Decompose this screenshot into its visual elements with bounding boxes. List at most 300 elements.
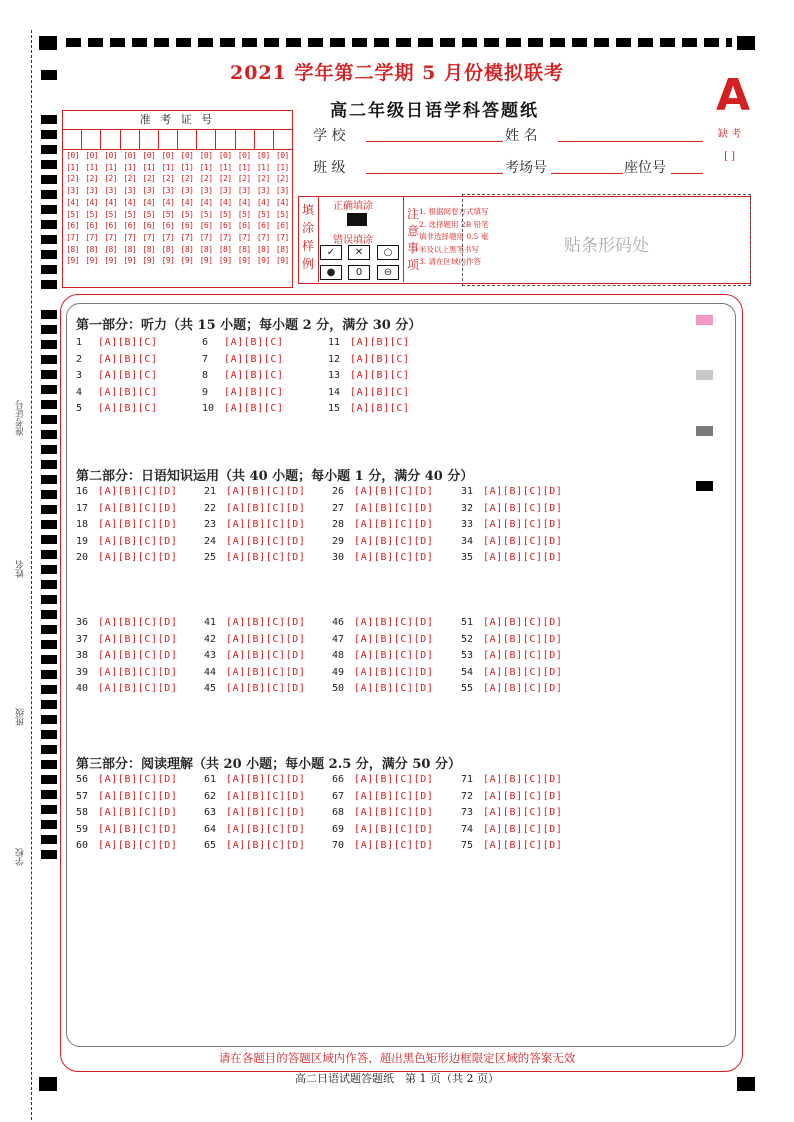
- note-item: 3. 请在区域内作答: [419, 257, 482, 266]
- answer-options[interactable]: [A][B][C][D]: [226, 774, 306, 785]
- id-digit-bubble[interactable]: [0]: [142, 151, 156, 160]
- answer-options[interactable]: [A][B][C][D]: [483, 633, 563, 645]
- id-digit-bubble[interactable]: [5]: [161, 209, 175, 219]
- barcode-text: 贴条形码处: [564, 236, 649, 256]
- id-write-box[interactable]: [101, 130, 120, 149]
- id-digit-bubble[interactable]: [9]: [85, 256, 99, 266]
- question-44: [204, 667, 305, 678]
- answer-options[interactable]: [A][B][C]: [350, 386, 410, 398]
- id-digit-bubble[interactable]: [6]: [256, 221, 270, 231]
- id-digit-bubble[interactable]: [7]: [161, 232, 175, 242]
- question-37: [76, 634, 177, 645]
- answer-options[interactable]: [A][B][C][D]: [98, 790, 178, 802]
- timing-mark: [41, 805, 57, 814]
- answer-options[interactable]: [A][B][C]: [350, 337, 410, 348]
- answer-options[interactable]: [A][B][C][D]: [483, 486, 563, 497]
- answer-options[interactable]: [A][B][C][D]: [226, 807, 306, 818]
- answer-options[interactable]: [A][B][C][D]: [98, 807, 178, 818]
- id-digit-bubble[interactable]: [2]: [104, 174, 118, 184]
- answer-options[interactable]: [A][B][C][D]: [226, 535, 306, 547]
- id-digit-bubble[interactable]: [0]: [199, 151, 213, 160]
- id-digit-bubble[interactable]: [8]: [237, 244, 251, 254]
- id-digit-bubble[interactable]: [7]: [199, 232, 213, 242]
- answer-options[interactable]: [A][B][C][D]: [98, 486, 178, 497]
- id-write-box[interactable]: [121, 130, 140, 149]
- id-write-box[interactable]: [197, 130, 216, 149]
- id-digit-bubble[interactable]: [5]: [123, 209, 137, 219]
- id-digit-bubble[interactable]: [6]: [199, 221, 213, 231]
- id-digit-bubble[interactable]: [7]: [142, 232, 156, 242]
- id-digit-bubble[interactable]: [0]: [66, 151, 80, 160]
- id-digit-bubble[interactable]: [4]: [161, 197, 175, 207]
- timing-mark: [41, 610, 57, 619]
- question-number: 75: [461, 840, 474, 851]
- id-digit-bubble[interactable]: [3]: [104, 186, 118, 196]
- id-digit-bubble[interactable]: [0]: [85, 151, 99, 160]
- id-write-box[interactable]: [216, 130, 235, 149]
- school-field[interactable]: [366, 141, 503, 142]
- id-digit-bubble[interactable]: [2]: [66, 174, 80, 184]
- id-digit-bubble[interactable]: [2]: [161, 174, 175, 184]
- answer-options[interactable]: [A][B][C]: [224, 370, 284, 381]
- timing-mark: [41, 700, 57, 709]
- answer-options[interactable]: [A][B][C][D]: [483, 683, 563, 694]
- answer-options[interactable]: [A][B][C][D]: [98, 683, 178, 694]
- correct-fill-mark: [347, 213, 367, 226]
- seat-label: 座位号: [624, 160, 666, 176]
- answer-options[interactable]: [A][B][C][D]: [354, 840, 434, 851]
- id-digit-bubble[interactable]: [5]: [66, 209, 80, 219]
- question-number: 28: [332, 519, 345, 530]
- answer-options[interactable]: [A][B][C][D]: [483, 535, 563, 547]
- id-digit-bubble[interactable]: [4]: [256, 197, 270, 207]
- id-write-box[interactable]: [63, 130, 82, 149]
- class-field[interactable]: [366, 173, 503, 174]
- timing-mark: [41, 715, 57, 724]
- id-digit-bubble[interactable]: [1]: [199, 162, 213, 172]
- question-35: [461, 552, 562, 563]
- id-digit-bubble[interactable]: [9]: [256, 256, 270, 266]
- id-digit-bubble[interactable]: [1]: [180, 162, 194, 172]
- id-digit-bubble[interactable]: [2]: [199, 174, 213, 184]
- name-field[interactable]: [558, 141, 703, 142]
- timing-mark: [41, 160, 57, 169]
- id-digit-bubble[interactable]: [1]: [123, 162, 137, 172]
- answer-options[interactable]: [A][B][C]: [224, 386, 284, 398]
- answer-options[interactable]: [A][B][C][D]: [483, 807, 563, 818]
- id-digit-bubble[interactable]: [8]: [199, 244, 213, 254]
- question-11: [328, 337, 410, 348]
- id-digit-bubble[interactable]: [9]: [199, 256, 213, 266]
- answer-options[interactable]: [A][B][C][D]: [483, 617, 563, 628]
- answer-options[interactable]: [A][B][C][D]: [354, 823, 434, 835]
- id-digit-bubble[interactable]: [0]: [161, 151, 175, 160]
- answer-options[interactable]: [A][B][C][D]: [98, 535, 178, 547]
- id-digit-bubble[interactable]: [5]: [104, 209, 118, 219]
- answer-options[interactable]: [A][B][C][D]: [226, 650, 306, 661]
- id-digit-column: [158, 150, 177, 267]
- id-digit-bubble[interactable]: [8]: [161, 244, 175, 254]
- id-digit-bubble[interactable]: [7]: [104, 232, 118, 242]
- timing-mark: [41, 385, 57, 394]
- question-number: 49: [332, 666, 345, 678]
- question-29: [332, 536, 433, 547]
- id-digit-bubble[interactable]: [9]: [237, 256, 251, 266]
- answer-options[interactable]: [A][B][C][D]: [98, 774, 178, 785]
- id-digit-bubble[interactable]: [7]: [180, 232, 194, 242]
- id-digit-bubble[interactable]: [3]: [199, 186, 213, 196]
- id-digit-bubble[interactable]: [5]: [142, 209, 156, 219]
- answer-options[interactable]: [A][B][C][D]: [354, 617, 434, 628]
- id-digit-column: [254, 150, 273, 267]
- id-digit-bubble[interactable]: [4]: [218, 197, 232, 207]
- id-digit-bubble[interactable]: [6]: [123, 221, 137, 231]
- timing-mark: [41, 580, 57, 589]
- answer-options[interactable]: [A][B][C][D]: [354, 790, 434, 802]
- id-digit-bubble[interactable]: [0]: [123, 151, 137, 160]
- id-digit-bubble[interactable]: [5]: [180, 209, 194, 219]
- question-number: 73: [461, 807, 474, 818]
- id-digit-bubble[interactable]: [4]: [66, 197, 80, 207]
- id-digit-bubble[interactable]: [7]: [85, 232, 99, 242]
- id-write-box[interactable]: [159, 130, 178, 149]
- question-9: [202, 387, 284, 398]
- id-digit-column: [235, 150, 254, 267]
- question-number: 45: [204, 683, 217, 694]
- section-3-title: 第三部分：阅读理解（共 20 小题；每小题 2.5 分，满分 50 分）: [76, 757, 461, 772]
- id-digit-bubble[interactable]: [8]: [275, 244, 289, 254]
- id-digit-bubble[interactable]: [5]: [199, 209, 213, 219]
- id-digit-bubble[interactable]: [7]: [66, 232, 80, 242]
- id-digit-bubble[interactable]: [4]: [199, 197, 213, 207]
- answer-options[interactable]: [A][B][C][D]: [226, 683, 306, 694]
- question-73: [461, 807, 562, 818]
- id-digit-bubble[interactable]: [1]: [237, 162, 251, 172]
- question-49: [332, 667, 433, 678]
- id-digit-bubble[interactable]: [3]: [142, 186, 156, 196]
- side-label-school: 学校: [16, 848, 26, 866]
- answer-options[interactable]: [A][B][C][D]: [98, 823, 178, 835]
- timing-mark: [41, 130, 57, 139]
- question-43: [204, 650, 305, 661]
- question-number: 44: [204, 666, 217, 678]
- answer-options[interactable]: [A][B][C][D]: [98, 666, 178, 678]
- answer-options[interactable]: [A][B][C][D]: [354, 535, 434, 547]
- answer-options[interactable]: [A][B][C][D]: [354, 519, 434, 530]
- id-digit-bubble[interactable]: [6]: [85, 221, 99, 231]
- id-digit-bubble[interactable]: [5]: [275, 209, 289, 219]
- id-digit-bubble[interactable]: [5]: [237, 209, 251, 219]
- question-72: [461, 791, 562, 802]
- id-write-box[interactable]: [236, 130, 255, 149]
- id-digit-bubble[interactable]: [0]: [275, 151, 289, 160]
- id-digit-bubble[interactable]: [8]: [123, 244, 137, 254]
- absent-checkbox[interactable]: [ ]: [724, 151, 736, 162]
- id-digit-bubble[interactable]: [1]: [85, 162, 99, 172]
- timing-mark: [41, 565, 57, 574]
- answer-options[interactable]: [A][B][C][D]: [226, 823, 306, 835]
- answer-options[interactable]: [A][B][C][D]: [226, 840, 306, 851]
- id-digit-bubble[interactable]: [7]: [237, 232, 251, 242]
- timing-mark: [41, 595, 57, 604]
- id-digit-bubble[interactable]: [6]: [275, 221, 289, 231]
- answer-options[interactable]: [A][B][C][D]: [483, 666, 563, 678]
- id-digit-bubble[interactable]: [4]: [123, 197, 137, 207]
- question-number: 13: [328, 370, 341, 381]
- candidate-id-write-boxes[interactable]: [63, 130, 292, 150]
- id-digit-bubble[interactable]: [9]: [123, 256, 137, 266]
- answer-options[interactable]: [A][B][C]: [224, 353, 284, 365]
- answer-options[interactable]: [A][B][C]: [98, 386, 158, 398]
- wrong-fill-mark: ✕: [348, 245, 370, 260]
- question-69: [332, 824, 433, 835]
- id-digit-bubble[interactable]: [7]: [218, 232, 232, 242]
- id-digit-bubble[interactable]: [6]: [104, 221, 118, 231]
- answer-options[interactable]: [A][B][C][D]: [98, 617, 178, 628]
- answer-options[interactable]: [A][B][C][D]: [483, 774, 563, 785]
- answer-options[interactable]: [A][B][C][D]: [483, 502, 563, 514]
- answer-options[interactable]: [A][B][C][D]: [354, 666, 434, 678]
- id-digit-bubble[interactable]: [4]: [180, 197, 194, 207]
- question-4: [76, 387, 158, 398]
- id-digit-bubble[interactable]: [6]: [218, 221, 232, 231]
- id-digit-bubble[interactable]: [0]: [256, 151, 270, 160]
- question-number: 3: [76, 370, 83, 381]
- id-digit-bubble[interactable]: [3]: [123, 186, 137, 196]
- question-number: 54: [461, 666, 474, 678]
- question-7: [202, 354, 284, 365]
- id-digit-bubble[interactable]: [6]: [161, 221, 175, 231]
- answer-options[interactable]: [A][B][C][D]: [483, 519, 563, 530]
- question-number: 41: [204, 617, 217, 628]
- id-digit-bubble[interactable]: [1]: [275, 162, 289, 172]
- answer-options[interactable]: [A][B][C][D]: [98, 650, 178, 661]
- question-59: [76, 824, 177, 835]
- answer-options[interactable]: [A][B][C]: [350, 370, 410, 381]
- id-digit-bubble[interactable]: [4]: [142, 197, 156, 207]
- answer-options[interactable]: [A][B][C][D]: [354, 774, 434, 785]
- question-19: [76, 536, 177, 547]
- answer-options[interactable]: [A][B][C][D]: [483, 650, 563, 661]
- id-digit-bubble[interactable]: [3]: [275, 186, 289, 196]
- id-digit-bubble[interactable]: [0]: [104, 151, 118, 160]
- wrong-fill-mark: ⊖: [377, 265, 399, 280]
- candidate-id-grid: [62, 110, 293, 288]
- id-digit-column: [63, 150, 82, 267]
- id-digit-bubble[interactable]: [9]: [142, 256, 156, 266]
- id-digit-bubble[interactable]: [2]: [142, 174, 156, 184]
- exam-room-field[interactable]: [551, 173, 623, 174]
- section-2-title: 第二部分：日语知识运用（共 40 小题；每小题 1 分，满分 40 分）: [76, 469, 474, 484]
- answer-options[interactable]: [A][B][C][D]: [226, 552, 306, 563]
- id-digit-bubble[interactable]: [2]: [275, 174, 289, 184]
- answer-options[interactable]: [A][B][C][D]: [226, 519, 306, 530]
- question-50: [332, 683, 433, 694]
- answer-options[interactable]: [A][B][C][D]: [226, 617, 306, 628]
- id-digit-bubble[interactable]: [6]: [180, 221, 194, 231]
- id-digit-bubble[interactable]: [1]: [104, 162, 118, 172]
- answer-options[interactable]: [A][B][C][D]: [483, 552, 563, 563]
- answer-options[interactable]: [A][B][C][D]: [98, 502, 178, 514]
- id-digit-bubble[interactable]: [9]: [66, 256, 80, 266]
- id-digit-bubble[interactable]: [9]: [275, 256, 289, 266]
- answer-options[interactable]: [A][B][C][D]: [98, 840, 178, 851]
- answer-options[interactable]: [A][B][C]: [350, 353, 410, 365]
- id-digit-bubble[interactable]: [8]: [142, 244, 156, 254]
- answer-options[interactable]: [A][B][C][D]: [226, 790, 306, 802]
- id-digit-bubble[interactable]: [7]: [123, 232, 137, 242]
- id-digit-bubble[interactable]: [1]: [66, 162, 80, 172]
- question-2: [76, 354, 158, 365]
- id-digit-bubble[interactable]: [6]: [237, 221, 251, 231]
- answer-options[interactable]: [A][B][C][D]: [483, 790, 563, 802]
- question-number: 66: [332, 774, 345, 785]
- answer-options[interactable]: [A][B][C][D]: [98, 519, 178, 530]
- answer-options[interactable]: [A][B][C]: [224, 337, 284, 348]
- id-digit-bubble[interactable]: [6]: [142, 221, 156, 231]
- id-digit-bubble[interactable]: [0]: [237, 151, 251, 160]
- question-number: 22: [204, 502, 217, 514]
- id-digit-bubble[interactable]: [2]: [256, 174, 270, 184]
- question-48: [332, 650, 433, 661]
- id-digit-bubble[interactable]: [9]: [161, 256, 175, 266]
- answer-options[interactable]: [A][B][C][D]: [226, 633, 306, 645]
- id-digit-bubble[interactable]: [3]: [66, 186, 80, 196]
- id-digit-bubble[interactable]: [9]: [180, 256, 194, 266]
- answer-options[interactable]: [A][B][C][D]: [354, 552, 434, 563]
- seat-field[interactable]: [671, 173, 703, 174]
- answer-options[interactable]: [A][B][C][D]: [226, 486, 306, 497]
- id-digit-bubble[interactable]: [0]: [180, 151, 194, 160]
- side-label-name: 姓名: [16, 560, 26, 578]
- top-timing-track: [66, 38, 732, 47]
- id-digit-bubble[interactable]: [8]: [66, 244, 80, 254]
- id-digit-bubble[interactable]: [3]: [161, 186, 175, 196]
- timing-mark: [41, 265, 57, 274]
- correct-fill-label: 正确填涂: [333, 201, 373, 212]
- id-digit-bubble[interactable]: [5]: [85, 209, 99, 219]
- answer-options[interactable]: [A][B][C][D]: [483, 840, 563, 851]
- answer-options[interactable]: [A][B][C][D]: [98, 552, 178, 563]
- corner-mark-tr: [737, 36, 755, 50]
- question-number: 72: [461, 790, 474, 802]
- wrong-fill-mark: ✓: [320, 245, 342, 260]
- question-28: [332, 519, 433, 530]
- id-write-box[interactable]: [140, 130, 159, 149]
- id-digit-bubble[interactable]: [6]: [66, 221, 80, 231]
- answer-options[interactable]: [A][B][C][D]: [354, 633, 434, 645]
- answer-options[interactable]: [A][B][C]: [98, 337, 158, 348]
- answer-options[interactable]: [A][B][C][D]: [354, 683, 434, 694]
- id-digit-bubble[interactable]: [1]: [142, 162, 156, 172]
- id-digit-bubble[interactable]: [2]: [85, 174, 99, 184]
- id-write-box[interactable]: [274, 130, 292, 149]
- id-digit-bubble[interactable]: [8]: [256, 244, 270, 254]
- question-number: 52: [461, 633, 474, 645]
- id-digit-bubble[interactable]: [3]: [180, 186, 194, 196]
- id-digit-bubble[interactable]: [3]: [256, 186, 270, 196]
- id-write-box[interactable]: [82, 130, 101, 149]
- answer-options[interactable]: [A][B][C][D]: [98, 633, 178, 645]
- id-digit-bubble[interactable]: [1]: [161, 162, 175, 172]
- id-digit-bubble[interactable]: [8]: [85, 244, 99, 254]
- id-digit-bubble[interactable]: [4]: [275, 197, 289, 207]
- id-digit-bubble[interactable]: [2]: [237, 174, 251, 184]
- timing-mark: [41, 655, 57, 664]
- id-write-box[interactable]: [255, 130, 274, 149]
- id-write-box[interactable]: [178, 130, 197, 149]
- id-digit-bubble[interactable]: [9]: [104, 256, 118, 266]
- answer-options[interactable]: [A][B][C][D]: [483, 823, 563, 835]
- id-digit-bubble[interactable]: [2]: [180, 174, 194, 184]
- timing-mark: [41, 835, 57, 844]
- answer-options[interactable]: [A][B][C][D]: [354, 502, 434, 514]
- id-digit-bubble[interactable]: [5]: [218, 209, 232, 219]
- answer-options[interactable]: [A][B][C]: [98, 370, 158, 381]
- question-12: [328, 354, 410, 365]
- question-number: 1: [76, 337, 83, 348]
- id-digit-bubble[interactable]: [2]: [123, 174, 137, 184]
- question-32: [461, 503, 562, 514]
- question-number: 68: [332, 807, 345, 818]
- id-digit-bubble[interactable]: [5]: [256, 209, 270, 219]
- answer-options[interactable]: [A][B][C]: [350, 403, 410, 414]
- question-67: [332, 791, 433, 802]
- class-label: 班 级: [313, 160, 346, 176]
- question-58: [76, 807, 177, 818]
- answer-options[interactable]: [A][B][C][D]: [354, 486, 434, 497]
- question-39: [76, 667, 177, 678]
- id-digit-bubble[interactable]: [9]: [218, 256, 232, 266]
- question-number: 51: [461, 617, 474, 628]
- answer-options[interactable]: [A][B][C][D]: [354, 807, 434, 818]
- id-digit-bubble[interactable]: [4]: [104, 197, 118, 207]
- answer-options[interactable]: [A][B][C]: [224, 403, 284, 414]
- question-30: [332, 552, 433, 563]
- id-digit-bubble[interactable]: [1]: [218, 162, 232, 172]
- paper-type-letter: A: [716, 70, 751, 121]
- question-51: [461, 617, 562, 628]
- id-digit-bubble[interactable]: [8]: [104, 244, 118, 254]
- question-number: 69: [332, 823, 345, 835]
- id-digit-bubble[interactable]: [7]: [275, 232, 289, 242]
- id-digit-bubble[interactable]: [7]: [256, 232, 270, 242]
- question-number: 59: [76, 823, 89, 835]
- answer-options[interactable]: [A][B][C][D]: [226, 502, 306, 514]
- id-digit-bubble[interactable]: [0]: [218, 151, 232, 160]
- id-digit-bubble[interactable]: [1]: [256, 162, 270, 172]
- id-digit-bubble[interactable]: [2]: [218, 174, 232, 184]
- id-digit-bubble[interactable]: [4]: [85, 197, 99, 207]
- id-digit-bubble[interactable]: [3]: [237, 186, 251, 196]
- id-digit-bubble[interactable]: [4]: [237, 197, 251, 207]
- question-number: 40: [76, 683, 89, 694]
- question-1: [76, 337, 158, 348]
- id-digit-bubble[interactable]: [8]: [180, 244, 194, 254]
- answer-options[interactable]: [A][B][C]: [98, 353, 158, 365]
- answer-options[interactable]: [A][B][C][D]: [226, 666, 306, 678]
- id-digit-bubble[interactable]: [3]: [218, 186, 232, 196]
- question-number: 25: [204, 552, 217, 563]
- timing-mark: [41, 670, 57, 679]
- question-number: 37: [76, 633, 89, 645]
- answer-options[interactable]: [A][B][C][D]: [354, 650, 434, 661]
- id-digit-bubble[interactable]: [3]: [85, 186, 99, 196]
- candidate-id-label: 准 考 证 号: [63, 111, 292, 130]
- id-digit-bubble[interactable]: [8]: [218, 244, 232, 254]
- answer-options[interactable]: [A][B][C]: [98, 403, 158, 414]
- question-31: [461, 486, 562, 497]
